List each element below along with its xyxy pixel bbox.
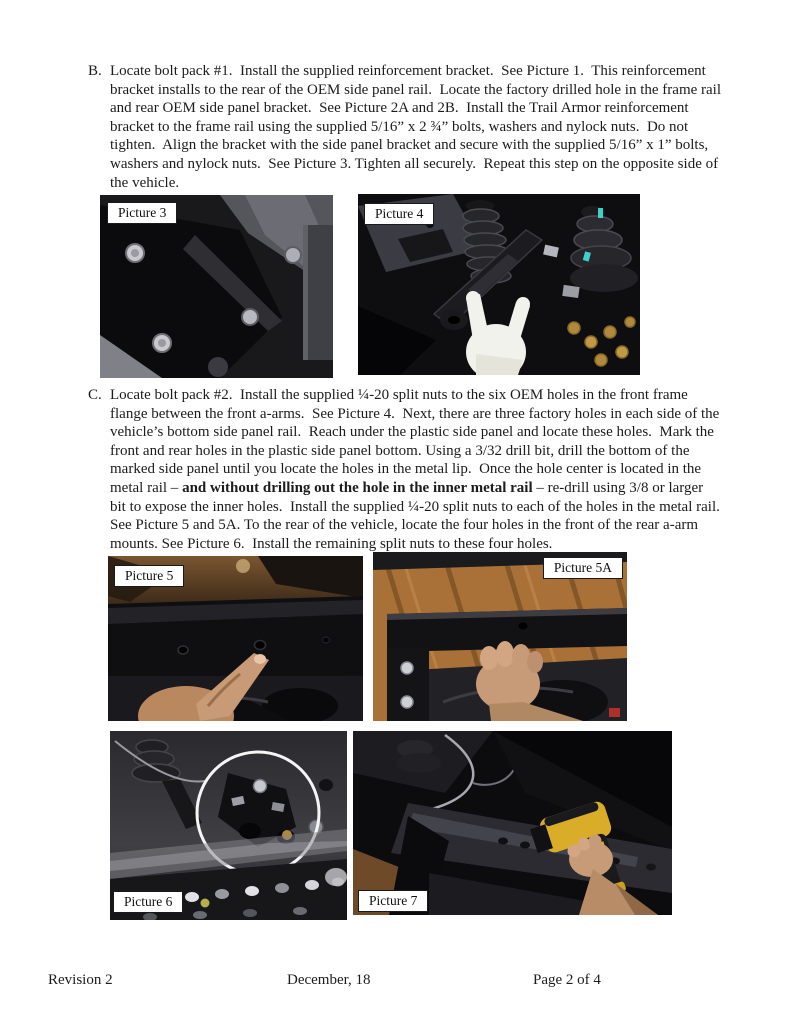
text-line: flange between the front a-arms. See Picture 4. Next, there are three factory holes in each side of the xyxy=(110,405,720,422)
drill-photo-illustration xyxy=(353,731,672,915)
step-c-paragraph xyxy=(88,386,720,553)
photo-picture-4 xyxy=(358,194,640,375)
photo-picture-6 xyxy=(110,731,347,920)
picture-3-label: Picture 3 xyxy=(107,202,177,224)
photo-picture-5 xyxy=(108,556,363,721)
picture-4-label: Picture 4 xyxy=(364,203,434,225)
picture-6-label: Picture 6 xyxy=(113,891,183,913)
step-b-label: B. xyxy=(88,63,102,79)
step-b-paragraph xyxy=(88,62,721,192)
photo-picture-3 xyxy=(100,195,333,378)
text-line: bracket installs to the rear of the OEM side panel rail. Locate the factory drilled hole in the frame rail xyxy=(110,81,722,98)
picture-7-label: Picture 7 xyxy=(358,890,428,912)
photo-picture-5a xyxy=(373,552,627,721)
text-line: Locate bolt pack #2. Install the supplied ¼-20 split nuts to the six OEM holes in the front frame xyxy=(110,387,688,403)
step-c-text xyxy=(110,386,720,553)
bold-warning-text: and without drilling out the hole in the inner metal rail xyxy=(182,479,533,496)
text-line: bracket to the frame rail using the supplied 5/16” x 2 ¾” bolts, washers and nylock nuts. Do not xyxy=(110,118,689,135)
picture-5-label: Picture 5 xyxy=(114,565,184,587)
text-line: bit to expose the inner holes. Install the supplied ¼-20 split nuts to each of the holes in the metal rail. xyxy=(110,498,720,515)
text-line-with-bold: metal rail – and without drilling out the hole in the inner metal rail – re-drill using 3/8 or larger xyxy=(110,479,704,496)
text-line: See Picture 5 and 5A. To the rear of the vehicle, locate the four holes in the front of the rear a-arm xyxy=(110,517,699,534)
text-line: mounts. See Picture 6. Install the remaining split nuts to these four holes. xyxy=(110,535,553,552)
text-line: and rear OEM side panel bracket. See Picture 2A and 2B. Install the Trail Armor reinforcement xyxy=(110,100,689,117)
text-line: washers and nylock nuts. See Picture 3. Tighten all securely. Repeat this step on the opposite side of xyxy=(110,155,719,172)
step-b-text xyxy=(110,62,721,192)
picture-5a-label: Picture 5A xyxy=(543,557,623,579)
footer-date: December, 18 xyxy=(287,972,371,988)
photo-picture-7 xyxy=(353,731,672,915)
text-line: vehicle’s bottom side panel rail. Reach under the plastic side panel and locate these holes. Mark the xyxy=(110,424,714,441)
text-line: the vehicle. xyxy=(110,174,180,191)
footer-revision: Revision 2 xyxy=(48,972,113,988)
text-line: tighten. Align the bracket with the side panel bracket and secure with the supplied 5/16” x 1” bolts, xyxy=(110,137,709,154)
text-line: front and rear holes in the plastic side panel bottom. Using a 3/32 drill bit, drill the bottom of the xyxy=(110,442,690,459)
text-line: Locate bolt pack #1. Install the supplied reinforcement bracket. See Picture 1. This reinforcement xyxy=(110,63,706,79)
footer-page-number: Page 2 of 4 xyxy=(533,972,601,988)
step-c-label: C. xyxy=(88,387,102,403)
text-line: marked side panel until you locate the holes in the metal lip. Once the hole center is located in the xyxy=(110,461,702,478)
